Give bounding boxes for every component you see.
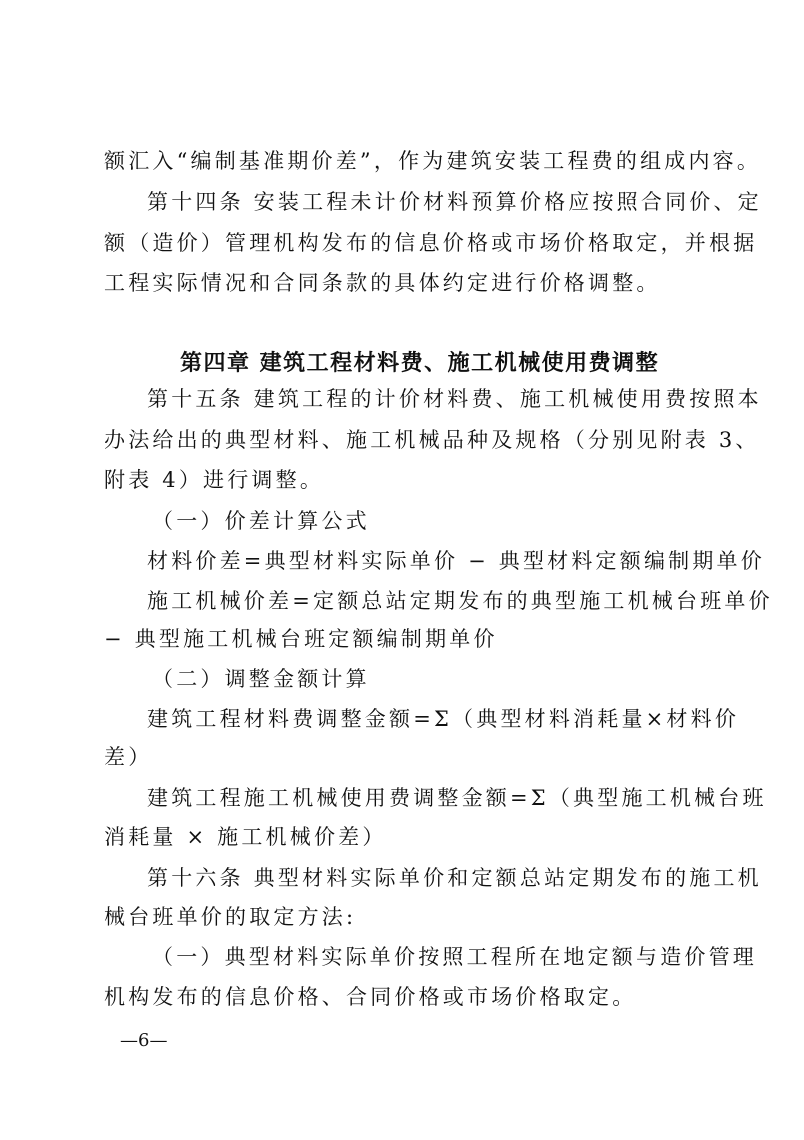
- subsection-heading: （一）价差计算公式: [152, 509, 370, 533]
- formula-line: 施工机械价差=定额总站定期发布的典型施工机械台班单价: [147, 589, 773, 613]
- paragraph-line: （一）典型材料实际单价按照工程所在地定额与造价管理: [152, 945, 757, 969]
- page-number: —6—: [120, 1030, 168, 1051]
- paragraph-line: 办法给出的典型材料、施工机械品种及规格（分别见附表 3、: [104, 428, 760, 452]
- paragraph-line: 额（造价）管理机构发布的信息价格或市场价格取定，并根据: [104, 231, 758, 255]
- chapter-title: 第四章 建筑工程材料费、施工机械使用费调整: [180, 351, 660, 376]
- article-14-line: 第十四条 安装工程未计价材料预算价格应按照合同价、定: [147, 190, 762, 214]
- article-16-line: 第十六条 典型材料实际单价和定额总站定期发布的施工机: [147, 866, 762, 890]
- formula-line: 建筑工程施工机械使用费调整金额=Σ（典型施工机械台班: [147, 786, 767, 810]
- subsection-heading: （二）调整金额计算: [152, 667, 370, 691]
- formula-line: 材料价差=典型材料实际单价 − 典型材料定额编制期单价: [147, 549, 765, 573]
- formula-line: 消耗量 × 施工机械价差）: [104, 825, 387, 849]
- formula-line: − 典型施工机械台班定额编制期单价: [104, 627, 498, 651]
- paragraph-line: 工程实际情况和合同条款的具体约定进行价格调整。: [104, 271, 661, 295]
- paragraph-line: 附表 4）进行调整。: [104, 468, 325, 492]
- formula-line: 建筑工程材料费调整金额=Σ（典型材料消耗量×材料价: [147, 707, 740, 731]
- paragraph-line: 械台班单价的取定方法:: [104, 905, 357, 929]
- paragraph-line: 机构发布的信息价格、合同价格或市场价格取定。: [104, 985, 637, 1009]
- article-15-line: 第十五条 建筑工程的计价材料费、施工机械使用费按照本: [147, 387, 762, 411]
- formula-line: 差）: [104, 745, 153, 769]
- paragraph-line: 额汇入“编制基准期价差”，作为建筑安装工程费的组成内容。: [104, 149, 762, 173]
